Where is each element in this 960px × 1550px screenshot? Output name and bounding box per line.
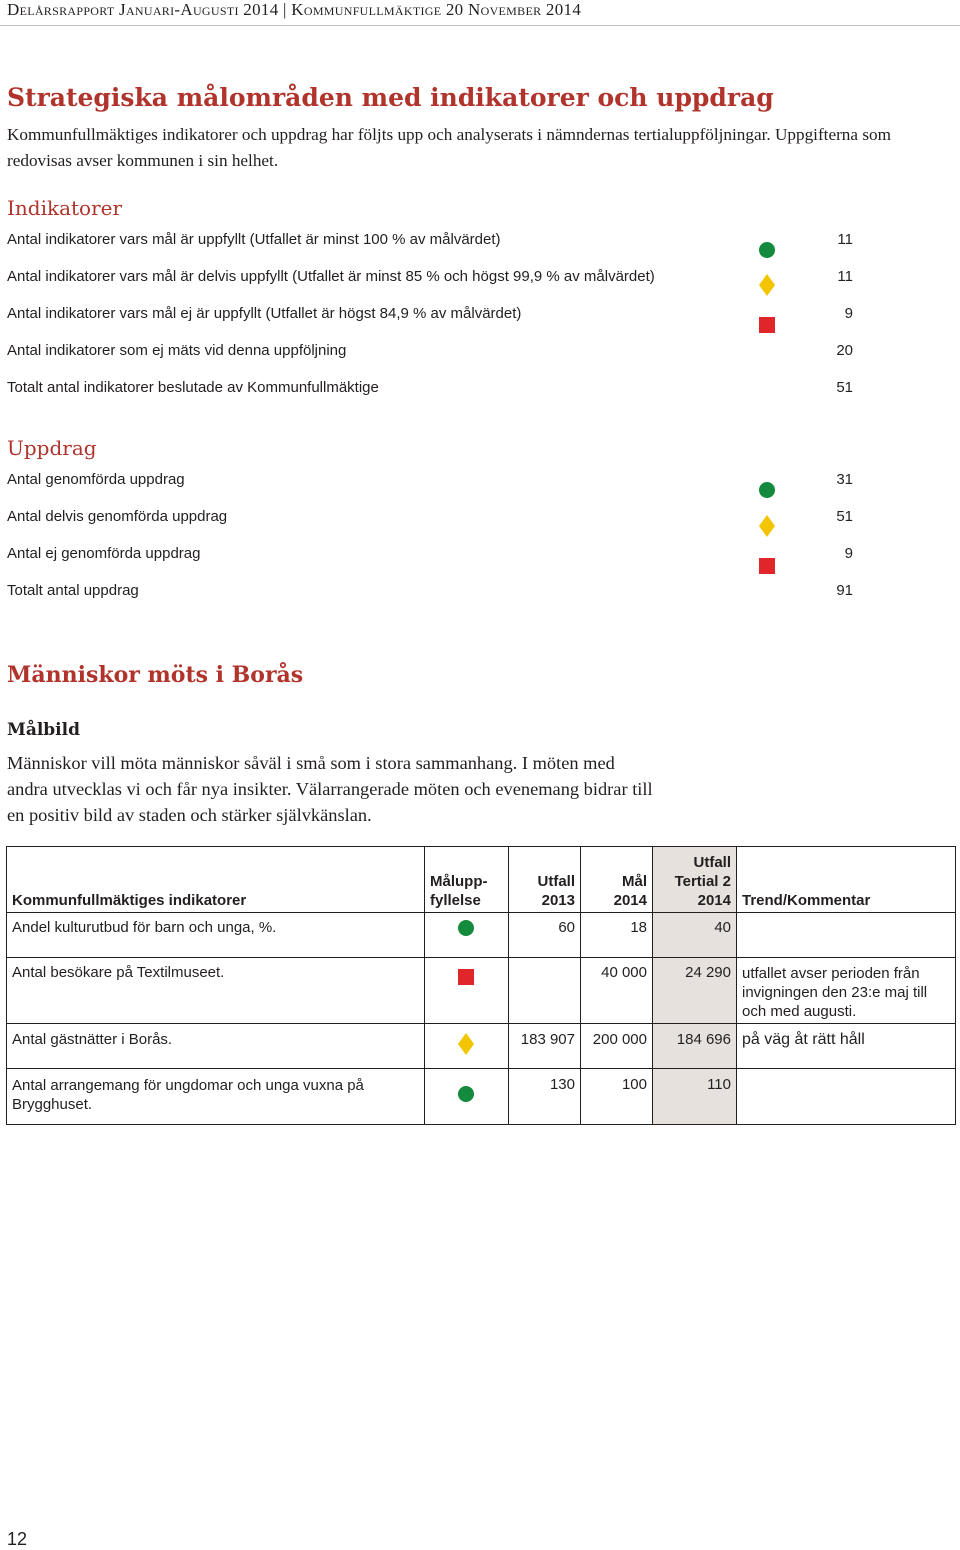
- red-square-icon: [759, 317, 775, 333]
- indikator-label: Antal indikatorer vars mål är delvis uppfyllt (Utfallet är minst 85 % och högst 99,9 % av målvärdet): [7, 268, 655, 285]
- indikator-value: 11: [837, 231, 853, 248]
- uppdrag-row-delvis: [7, 505, 857, 529]
- yellow-diamond-icon: [759, 515, 775, 537]
- uppdrag-label: Antal genomförda uppdrag: [7, 471, 185, 488]
- goal-2014-cell: 40 000: [581, 958, 653, 1024]
- tertial2-2014-cell: 110: [653, 1069, 737, 1125]
- uppdrag-row-ej-genomforda: [7, 542, 857, 566]
- uppdrag-value: 31: [836, 471, 853, 488]
- indikator-row-ej-uppfyllt: [7, 302, 857, 326]
- header-tertial-line3: 2014: [697, 892, 731, 909]
- indikator-label: Antal indikatorer vars mål ej är uppfyllt (Utfallet är högst 84,9 % av målvärdet): [7, 305, 522, 322]
- uppdrag-row-totalt: [7, 579, 857, 603]
- outcome-2013-cell: 60: [509, 913, 581, 958]
- green-circle-icon: [759, 482, 775, 498]
- green-circle-icon: [458, 1086, 474, 1102]
- comment-cell: utfallet avser perioden från invigningen den 23:e maj till och med augusti.: [737, 958, 956, 1024]
- header-comment: Trend/Kommentar: [737, 847, 956, 913]
- red-square-icon: [759, 558, 775, 574]
- indikator-label: Totalt antal indikatorer beslutade av Kommunfullmäktige: [7, 379, 379, 396]
- header-tertial-line1: Utfall: [693, 854, 731, 871]
- indikator-label: Antal indikatorer som ej mäts vid denna uppföljning: [7, 342, 347, 359]
- indikator-value: 11: [837, 268, 853, 285]
- yellow-diamond-icon: [759, 274, 775, 296]
- header-goal-line2: 2014: [613, 892, 647, 909]
- table-row: [7, 1069, 956, 1125]
- indicator-table: [6, 846, 956, 1125]
- header-outcome-2013: [509, 847, 581, 913]
- uppdrag-value: 51: [836, 508, 853, 525]
- indikator-value: 9: [844, 305, 853, 322]
- indicator-cell: Andel kulturutbud för barn och unga, %.: [7, 913, 425, 958]
- fulfilment-cell: [425, 958, 509, 1024]
- running-header: Delårsrapport Januari-Augusti 2014 | Kommunfullmäktige 20 November 2014: [7, 0, 582, 19]
- goal-2014-cell: 18: [581, 913, 653, 958]
- uppdrag-label: Antal delvis genomförda uppdrag: [7, 508, 228, 525]
- indikator-row-delvis: [7, 265, 857, 289]
- goal-2014-cell: 200 000: [581, 1024, 653, 1069]
- indicator-cell: Antal arrangemang för ungdomar och unga vuxna på Brygghuset.: [7, 1069, 425, 1125]
- uppdrag-label: Antal ej genomförda uppdrag: [7, 545, 201, 562]
- green-circle-icon: [759, 242, 775, 258]
- indikator-value: 20: [836, 342, 853, 359]
- header-fulfilment-line2: fyllelse: [430, 892, 481, 909]
- header-outcome-line1: Utfall: [537, 873, 575, 890]
- malbild-paragraph: Människor vill möta människor såväl i små som i stora sammanhang. I möten med andra utvecklas vi och får nya insikter. Välarrangerade möten och evenemang bidrar till en positiv bild av staden och stärker självkänslan.: [7, 753, 653, 825]
- indicator-cell: Antal gästnätter i Borås.: [7, 1024, 425, 1069]
- indikator-row-totalt: [7, 376, 857, 400]
- uppdrag-label: Totalt antal uppdrag: [7, 582, 139, 599]
- tertial2-2014-cell: 40: [653, 913, 737, 958]
- header-outcome-line2: 2013: [541, 892, 575, 909]
- outcome-2013-cell: 183 907: [509, 1024, 581, 1069]
- fulfilment-cell: [425, 1024, 509, 1069]
- green-circle-icon: [458, 920, 474, 936]
- malbild-heading: Målbild: [7, 720, 80, 740]
- tertial2-2014-cell: 24 290: [653, 958, 737, 1024]
- header-fulfilment-line1: Målupp-: [430, 873, 488, 890]
- indikator-label: Antal indikatorer vars mål är uppfyllt (Utfallet är minst 100 % av målvärdet): [7, 231, 501, 248]
- section-title-manniskor: Människor möts i Borås: [7, 662, 304, 688]
- yellow-diamond-icon: [458, 1033, 474, 1055]
- header-divider: [0, 25, 960, 26]
- indikator-row-ej-mats: [7, 339, 857, 363]
- section-title-strategiska: Strategiska målområden med indikatorer och uppdrag: [7, 83, 774, 112]
- table-row: [7, 1024, 956, 1069]
- table-row: [7, 958, 956, 1024]
- uppdrag-value: 91: [836, 582, 853, 599]
- comment-cell: [737, 913, 956, 958]
- uppdrag-heading: Uppdrag: [7, 436, 97, 460]
- header-indicator: Kommunfullmäktiges indikatorer: [7, 847, 425, 913]
- table-row: [7, 913, 956, 958]
- indicator-cell: Antal besökare på Textilmuseet.: [7, 958, 425, 1024]
- header-fulfilment: [425, 847, 509, 913]
- uppdrag-row-genomforda: [7, 468, 857, 492]
- table-header-row: [7, 847, 956, 913]
- goal-2014-cell: 100: [581, 1069, 653, 1125]
- red-square-icon: [458, 969, 474, 985]
- header-tertial2-2014: [653, 847, 737, 913]
- fulfilment-cell: [425, 1069, 509, 1125]
- indikator-value: 51: [836, 379, 853, 396]
- fulfilment-cell: [425, 913, 509, 958]
- outcome-2013-cell: [509, 958, 581, 1024]
- header-goal-line1: Mål: [621, 873, 647, 890]
- outcome-2013-cell: 130: [509, 1069, 581, 1125]
- intro-paragraph: Kommunfullmäktiges indikatorer och uppdrag har följts upp och analyserats i nämndernas tertialuppföljningar. Uppgifterna som redovisas avser kommunen i sin helhet.: [7, 125, 891, 170]
- header-goal-2014: [581, 847, 653, 913]
- indikatorer-heading: Indikatorer: [7, 196, 123, 220]
- header-tertial-line2: Tertial 2: [674, 873, 731, 890]
- comment-cell: [737, 1069, 956, 1125]
- indikator-row-uppfyllt: [7, 228, 857, 252]
- page-number: 12: [7, 1529, 28, 1549]
- comment-cell: på väg åt rätt håll: [737, 1024, 956, 1069]
- tertial2-2014-cell: 184 696: [653, 1024, 737, 1069]
- uppdrag-value: 9: [844, 545, 853, 562]
